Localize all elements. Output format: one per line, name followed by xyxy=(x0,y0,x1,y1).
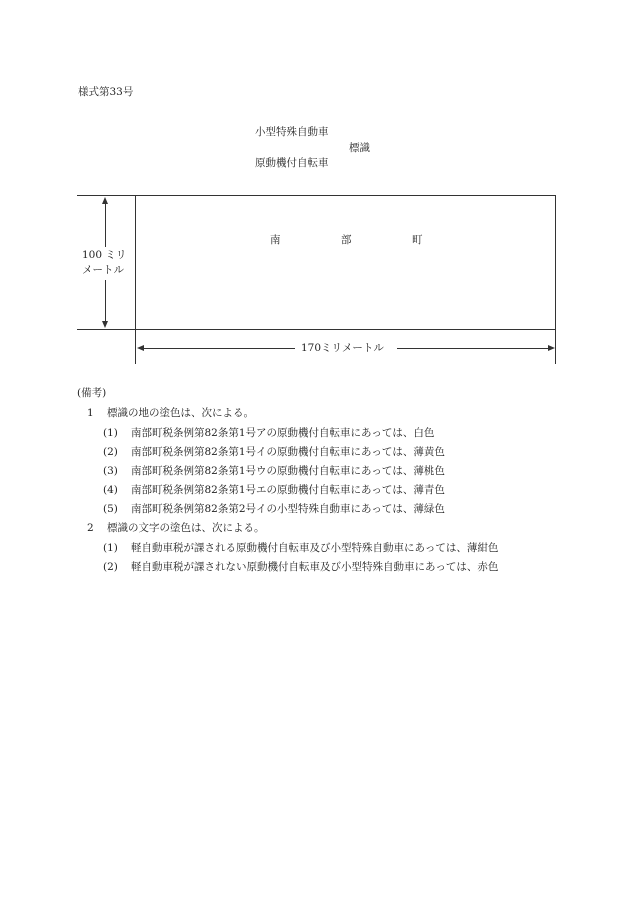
item-number: (1) xyxy=(103,542,118,554)
list-item xyxy=(103,485,445,496)
section-number: 2 xyxy=(87,522,94,534)
form-number: 様式第33号 xyxy=(78,86,134,98)
item-text: 軽自動車税が課されない原動機付自転車及び小型特殊自動車にあっては、赤色 xyxy=(131,561,499,573)
sign-bottom-border xyxy=(77,329,556,330)
list-item xyxy=(103,428,434,439)
height-label-line-2: メートル xyxy=(82,264,124,276)
width-label: 170ミリメートル xyxy=(301,342,384,354)
section-text: 標識の地の塗色は、次による。 xyxy=(107,407,254,419)
sign-char-2: 部 xyxy=(341,234,352,246)
sign-top-border xyxy=(77,195,556,196)
title-middle: 標識 xyxy=(349,142,370,154)
sign-right-border xyxy=(555,195,556,364)
title-line-1: 小型特殊自動車 xyxy=(255,126,329,138)
item-number: (3) xyxy=(103,465,118,477)
remarks-section-1 xyxy=(87,408,254,419)
item-text: 南部町税条例第82条第2号イの小型特殊自動車にあっては、薄緑色 xyxy=(131,503,445,515)
item-number: (5) xyxy=(103,503,118,515)
width-arrow-right-icon xyxy=(548,345,555,351)
item-text: 軽自動車税が課される原動機付自転車及び小型特殊自動車にあっては、薄紺色 xyxy=(131,542,499,554)
item-number: (4) xyxy=(103,484,118,496)
list-item xyxy=(103,562,498,573)
width-arrow-shaft-right xyxy=(397,348,549,349)
sign-char-1: 南 xyxy=(270,234,281,246)
title-line-2: 原動機付自転車 xyxy=(255,157,329,169)
item-text: 南部町税条例第82条第1号ウの原動機付自転車にあっては、薄桃色 xyxy=(131,465,445,477)
list-item xyxy=(103,447,445,458)
height-arrow-shaft-top xyxy=(105,203,106,247)
list-item xyxy=(103,543,498,554)
item-number: (1) xyxy=(103,427,118,439)
list-item xyxy=(103,504,445,515)
height-arrow-shaft-bottom xyxy=(105,280,106,322)
width-arrow-shaft-left xyxy=(143,348,295,349)
list-item xyxy=(103,466,445,477)
sign-char-3: 町 xyxy=(412,234,423,246)
height-label-line-1: 100 ミリ xyxy=(82,249,127,261)
height-arrow-bottom-icon xyxy=(102,321,108,328)
item-number: (2) xyxy=(103,446,118,458)
section-text: 標識の文字の塗色は、次による。 xyxy=(107,522,265,534)
section-number: 1 xyxy=(87,407,94,419)
item-number: (2) xyxy=(103,561,118,573)
item-text: 南部町税条例第82条第1号エの原動機付自転車にあっては、薄青色 xyxy=(131,484,445,496)
remarks-heading: (備考) xyxy=(77,387,107,399)
remarks-section-2 xyxy=(87,523,265,534)
sign-left-border xyxy=(135,195,136,364)
item-text: 南部町税条例第82条第1号アの原動機付自転車にあっては、白色 xyxy=(131,427,435,439)
item-text: 南部町税条例第82条第1号イの原動機付自転車にあっては、薄黄色 xyxy=(131,446,445,458)
